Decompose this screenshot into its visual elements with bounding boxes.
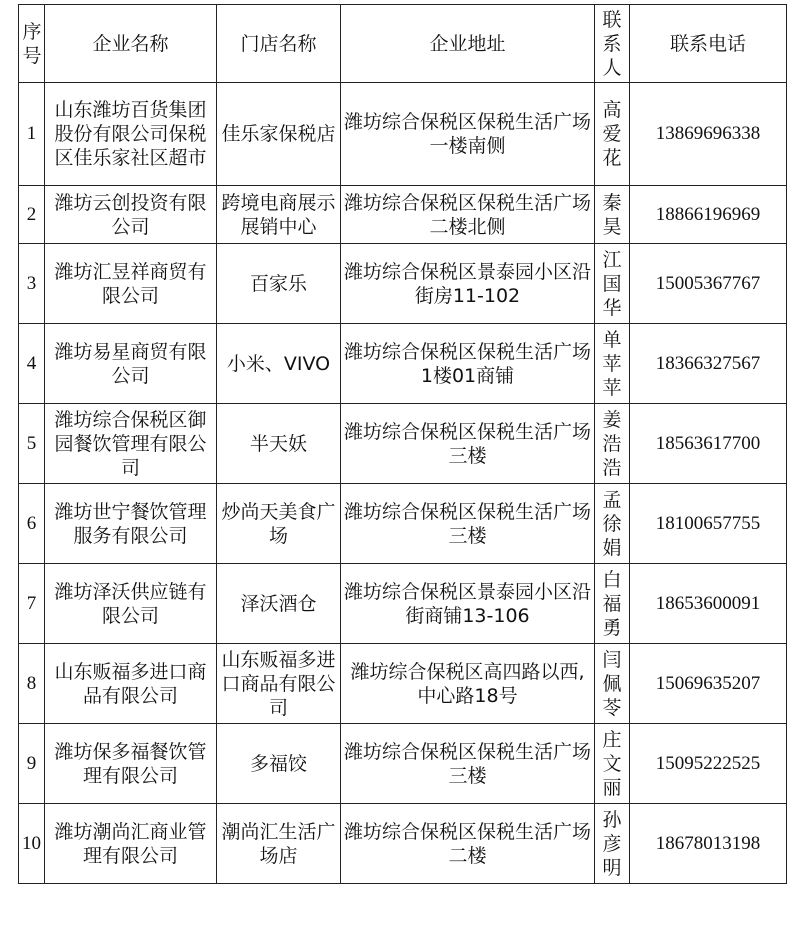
cell-no: 8 <box>19 644 45 724</box>
cell-address: 潍坊综合保税区保税生活广场二楼北侧 <box>341 186 595 244</box>
cell-company: 山东贩福多进口商品有限公司 <box>45 644 217 724</box>
table-row <box>19 644 787 724</box>
cell-address: 潍坊综合保税区景泰园小区沿街房11-102 <box>341 244 595 324</box>
cell-store: 潮尚汇生活广场店 <box>217 804 341 884</box>
cell-store: 多福饺 <box>217 724 341 804</box>
cell-phone: 18100657755 <box>630 484 787 564</box>
cell-no: 5 <box>19 404 45 484</box>
cell-no: 4 <box>19 324 45 404</box>
cell-contact: 江国华 <box>595 244 630 324</box>
cell-store: 泽沃酒仓 <box>217 564 341 644</box>
cell-contact: 孙彦明 <box>595 804 630 884</box>
cell-contact: 姜浩浩 <box>595 404 630 484</box>
header-row <box>19 5 787 83</box>
cell-company: 潍坊综合保税区御园餐饮管理有限公司 <box>45 404 217 484</box>
cell-phone: 18866196969 <box>630 186 787 244</box>
cell-address: 潍坊综合保税区保税生活广场三楼 <box>341 724 595 804</box>
cell-address: 潍坊综合保税区保税生活广场1楼01商铺 <box>341 324 595 404</box>
cell-phone: 13869696338 <box>630 83 787 186</box>
table-row <box>19 404 787 484</box>
cell-store: 半天妖 <box>217 404 341 484</box>
cell-address: 潍坊综合保税区保税生活广场三楼 <box>341 484 595 564</box>
cell-company: 潍坊易星商贸有限公司 <box>45 324 217 404</box>
cell-company: 潍坊泽沃供应链有限公司 <box>45 564 217 644</box>
cell-no: 6 <box>19 484 45 564</box>
cell-no: 7 <box>19 564 45 644</box>
cell-phone: 15005367767 <box>630 244 787 324</box>
cell-company: 潍坊云创投资有限公司 <box>45 186 217 244</box>
cell-company: 潍坊潮尚汇商业管理有限公司 <box>45 804 217 884</box>
cell-store: 小米、VIVO <box>217 324 341 404</box>
table-row <box>19 484 787 564</box>
cell-address: 潍坊综合保税区景泰园小区沿街商铺13-106 <box>341 564 595 644</box>
cell-phone: 18653600091 <box>630 564 787 644</box>
cell-contact: 闫佩苓 <box>595 644 630 724</box>
cell-phone: 15069635207 <box>630 644 787 724</box>
header-store: 门店名称 <box>217 5 341 83</box>
cell-company: 山东潍坊百货集团股份有限公司保税区佳乐家社区超市 <box>45 83 217 186</box>
header-address: 企业地址 <box>341 5 595 83</box>
header-company: 企业名称 <box>45 5 217 83</box>
cell-contact: 秦昊 <box>595 186 630 244</box>
cell-phone: 18678013198 <box>630 804 787 884</box>
header-no: 序号 <box>19 5 45 83</box>
cell-address: 潍坊综合保税区保税生活广场一楼南侧 <box>341 83 595 186</box>
cell-contact: 孟徐娟 <box>595 484 630 564</box>
table-row <box>19 186 787 244</box>
cell-phone: 18366327567 <box>630 324 787 404</box>
cell-company: 潍坊保多福餐饮管理有限公司 <box>45 724 217 804</box>
cell-no: 9 <box>19 724 45 804</box>
cell-contact: 庄文丽 <box>595 724 630 804</box>
cell-address: 潍坊综合保税区高四路以西,中心路18号 <box>341 644 595 724</box>
cell-contact: 高爱花 <box>595 83 630 186</box>
cell-store: 百家乐 <box>217 244 341 324</box>
cell-phone: 15095222525 <box>630 724 787 804</box>
cell-no: 3 <box>19 244 45 324</box>
table-row <box>19 804 787 884</box>
cell-no: 10 <box>19 804 45 884</box>
cell-store: 佳乐家保税店 <box>217 83 341 186</box>
cell-store: 炒尚天美食广场 <box>217 484 341 564</box>
cell-phone: 18563617700 <box>630 404 787 484</box>
cell-company: 潍坊世宁餐饮管理服务有限公司 <box>45 484 217 564</box>
table-row <box>19 564 787 644</box>
header-phone: 联系电话 <box>630 5 787 83</box>
cell-address: 潍坊综合保税区保税生活广场三楼 <box>341 404 595 484</box>
cell-contact: 单苹苹 <box>595 324 630 404</box>
cell-company: 潍坊汇昱祥商贸有限公司 <box>45 244 217 324</box>
cell-address: 潍坊综合保税区保税生活广场二楼 <box>341 804 595 884</box>
table-row <box>19 83 787 186</box>
cell-store: 山东贩福多进口商品有限公司 <box>217 644 341 724</box>
table-row <box>19 324 787 404</box>
cell-no: 2 <box>19 186 45 244</box>
header-contact: 联系人 <box>595 5 630 83</box>
table-row <box>19 244 787 324</box>
store-table <box>18 4 787 884</box>
cell-contact: 白福勇 <box>595 564 630 644</box>
cell-store: 跨境电商展示展销中心 <box>217 186 341 244</box>
table-row <box>19 724 787 804</box>
cell-no: 1 <box>19 83 45 186</box>
